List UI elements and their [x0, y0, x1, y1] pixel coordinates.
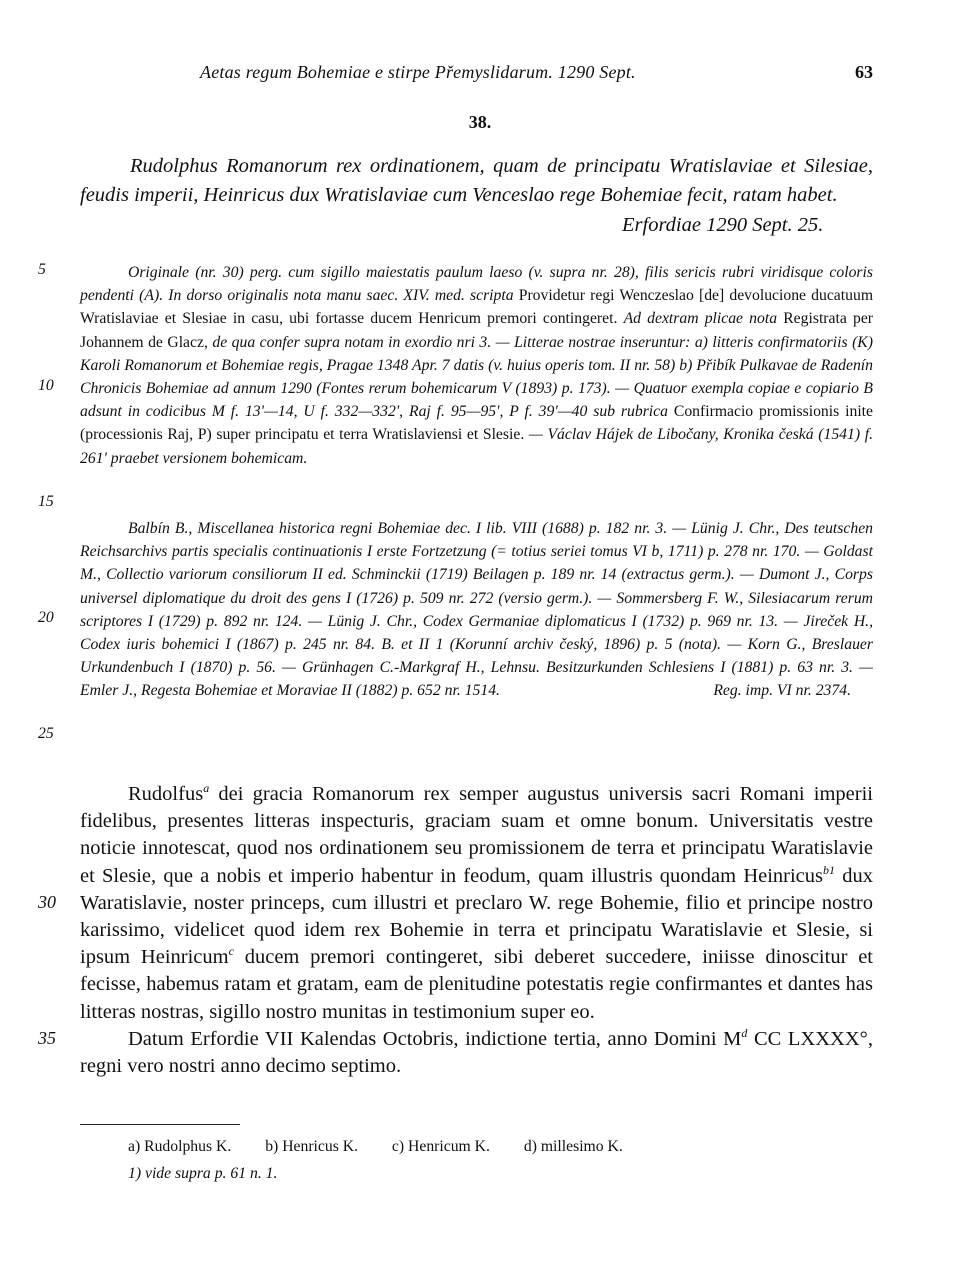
footnote: c) Henricum K.: [391, 1138, 490, 1155]
text-run: Rudolfus: [128, 783, 204, 805]
note-text: Originale (nr. 30) perg. cum sigillo maiestatis paulum laeso (v. supra nr. 28), filis sericis rubri viridisque coloris pendenti (A).: [80, 264, 873, 305]
footnote-marker: c: [228, 944, 234, 959]
text-run: dux Waratislavie, noster princeps, cum illustri et preclaro W. rege Bohemie, filio et principe nostro karissimo, videlicet quod idem rex Bohemie in terra et principatu Waratislavie et Slesie, si ipsum Heinricum: [80, 864, 873, 969]
line-number: 25: [38, 725, 54, 742]
footnote-marker: a: [203, 781, 210, 796]
note-text: Providetur regi Wenczeslao [de] devolucione ducatuum Wratislaviae et Slesiae in casu, ubi fortasse ducem Henricum premori contingeret.: [80, 287, 874, 328]
footnote: a) Rudolphus K.: [128, 1138, 232, 1155]
line-number: 5: [38, 261, 46, 278]
line-number: 35: [38, 1028, 56, 1048]
line-number: 15: [38, 493, 54, 510]
running-header: [80, 62, 873, 86]
archival-note-paragraph: [80, 261, 873, 470]
footnote: d) millesimo K.: [523, 1138, 623, 1155]
summary: Rudolphus Romanorum rex ordinationem, quam de principatu Wratislaviae et Silesiae, feudis imperii, Heinricus dux Wratislaviae cum Venceslao rege Bohemiae fecit, ratam habet.: [80, 155, 873, 206]
dateline: Erfordiae 1290 Sept. 25.: [622, 214, 824, 236]
text-run: ducem premori contingeret, sibi deberet succedere, iniisse dinoscitur et fecisse, habemus ratam et gratam, eam de plenitudine potestatis regie confirmantes et dantes has litteras nostras, sigillo nostro munitas in testimonium super eo.: [80, 946, 873, 1023]
note-text: In dorso originalis nota manu saec. XIV. med. scripta: [168, 287, 514, 305]
dating-paragraph: [80, 1026, 873, 1080]
charter-paragraph: [80, 781, 873, 1026]
archival-notes: [80, 261, 873, 470]
variant-footnotes: [128, 1138, 653, 1156]
note-text: — Václav Hájek de Libočany, Kronika česká (1541) f. 261' praebet versionem bohemicam.: [80, 426, 873, 467]
text-run: CC LXXXX°, regni vero nostri anno decimo septimo.: [80, 1027, 873, 1078]
footnote-marker: d: [741, 1026, 748, 1040]
note-text: Confirmacio promissionis inite (processionis Raj, P) super principatu et terra Wratislaviensi et Slesie.: [80, 403, 873, 444]
note-text: Registrata: [783, 310, 847, 328]
regesta-reference: Reg. imp. VI nr. 2374.: [713, 682, 851, 700]
page-number: 63: [855, 62, 873, 82]
line-number: 20: [38, 609, 54, 626]
note-text: de qua confer supra notam in exordio nri 3. — Litterae nostrae inseruntur: a) litteris confirmatoriis (K) Karoli Romanorum et Bohemiae regis, Pragae 1348 Apr. 7 datis (v. huius operis tom. II nr. 58) b) Přibík Pulkavae de Radenín Chronicis Bohemiae ad annum 1290 (Fontes rerum bohemicarum V (1893) p. 173). — Quatuor exempla copiae e copiario B adsunt in codicibus M f. 13'—14, U f. 332—332', Raj f. 95—95', P f. 39'—40 sub rubrica: [80, 333, 873, 421]
note-text: per Johannem de Glacz,: [80, 310, 874, 351]
bibliography-text: Balbín B., Miscellanea historica regni Bohemiae dec. I lib. VIII (1688) p. 182 nr. 3. — Lünig J. Chr., Des teutschen Reichsarchivs partis specialis continuationis I erste Fortzetzung (= totius seriei tomus VI b, 1711) p. 278 nr. 170. — Goldast M., Collectio variorum consiliorum II ed. Schminckii (1719) Beilagen p. 189 nr. 14 (extractus germ.). — Dumont J., Corps universel diplomatique du droit des gens I (1726) p. 509 nr. 272 (versio germ.). — Sommersberg F. W., Silesiacarum rerum scriptores I (1729) p. 892 nr. 124. — Lünig J. Chr., Codex Germaniae diplomaticus I (1732) p. 969 nr. 13. — Jireček H., Codex iuris bohemici I (1867) p. 245 nr. 84. B. et II 1 (Korunní archiv český, 1896) p. 5 (nota). — Korn G., Breslauer Urkundenbuch I (1870) p. 56. — Grünhagen C.-Markgraf H., Lehnsu. Besitzurkunden Schlesiens I (1881) p. 63 nr. 3. — Emler J., Regesta Bohemiae et Moraviae II (1882) p. 652 nr. 1514.: [80, 520, 873, 700]
running-title: Aetas regum Bohemiae e stirpe Přemyslidarum. 1290 Sept.: [200, 62, 636, 82]
footnote-rule: [80, 1124, 240, 1125]
charter-text: [80, 781, 873, 1080]
commentary-footnote: 1) vide supra p. 61 n. 1.: [128, 1165, 278, 1182]
line-number: 10: [38, 377, 54, 394]
footnote-marker: b1: [823, 862, 836, 877]
bibliography-paragraph: [80, 517, 873, 703]
footnote: b) Henricus K.: [265, 1138, 358, 1155]
text-run: Datum Erfordie VII Kalendas Octobris, indictione tertia, anno Domini M: [128, 1027, 742, 1050]
document-number: 38.: [468, 112, 492, 132]
bibliography: [80, 517, 873, 703]
line-number: 30: [38, 892, 56, 912]
text-run: dei gracia Romanorum rex semper augustus universis sacri Romani imperii fidelibus, presentes litteras inspecturis, graciam suam et omne bonum. Universitatis vestre noticie innotescat, quod nos ordinationem seu promissionem de terra et principatu Waratislavie et Slesie, que a nobis et imperio habentur in feodum, quam illustris quondam Heinricus: [80, 783, 873, 887]
note-text: Ad dextram plicae nota: [623, 310, 778, 328]
